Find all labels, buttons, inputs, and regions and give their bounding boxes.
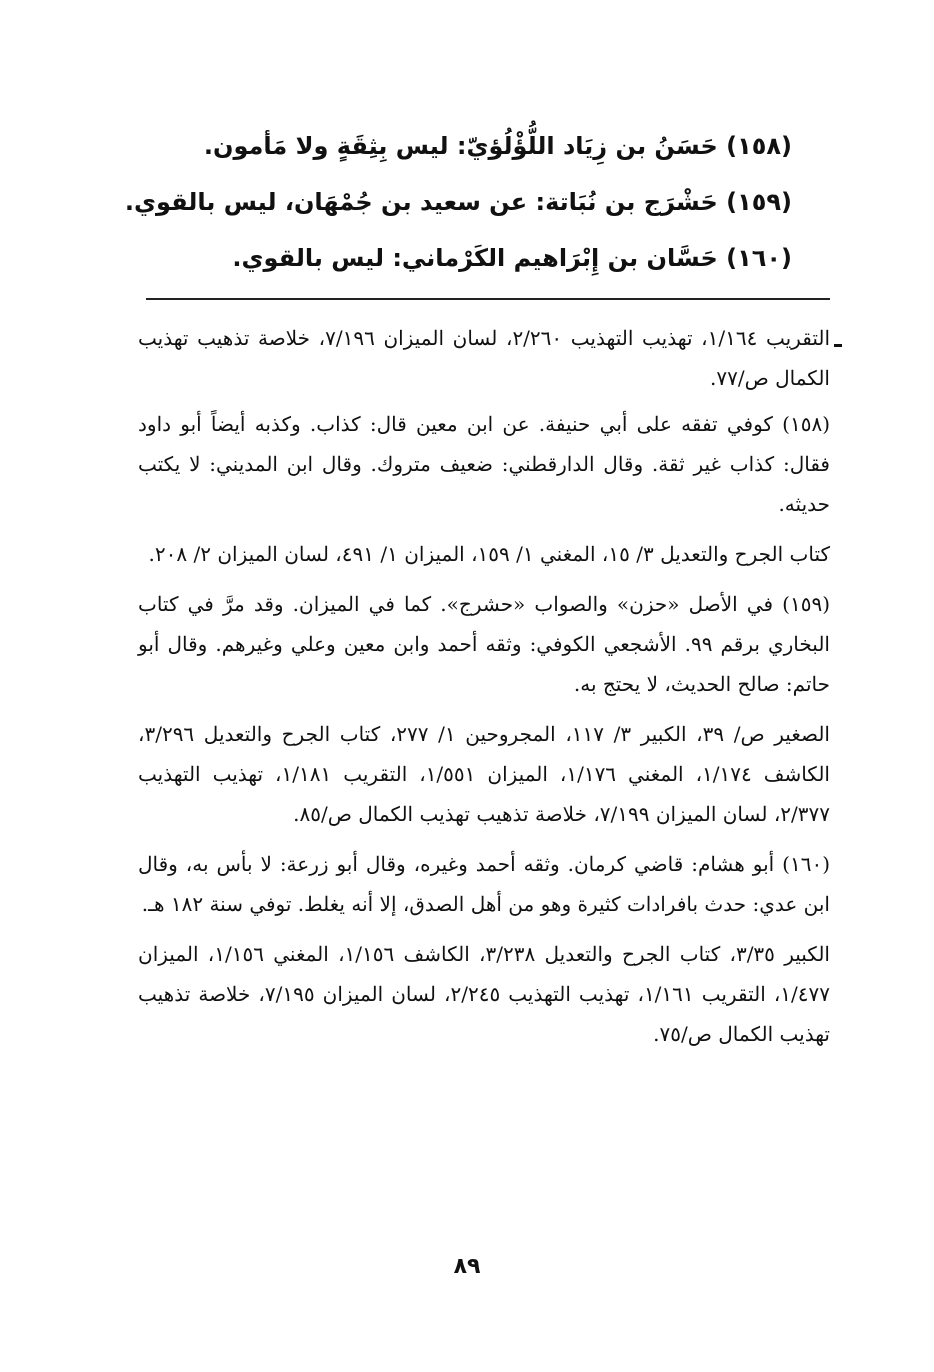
footnote-sources-160: الكبير ٣/٣٥، كتاب الجرح والتعديل ٣/٢٣٨، الكاشف ١/١٥٦، المغني ١/١٥٦، الميزان ١/٤٧٧، التقريب ١/١٦١، تهذيب التهذيب ٢/٢٤٥، لسان الميزان ٧/١٩٥، خلاصة تذهيب تهذيب الكمال ص/٧٥.	[138, 942, 830, 1046]
entry-158: (١٥٨) حَسَنُ بن زِيَاد اللُّؤْلُؤيّ: ليس بِثِقَةٍ ولا مَأمون.	[203, 132, 792, 160]
narrator-entries	[124, 118, 792, 286]
footnote-158: (١٥٨) كوفي تفقه على أبي حنيفة. عن ابن معين قال: كذاب. وكذبه أيضاً أبو داود فقال: كذاب غير ثقة. وقال الدارقطني: ضعيف متروك. وقال ابن المديني: لا يكتب حديثه.	[138, 412, 830, 516]
footnote-sources-159: الصغير ص/ ٣٩، الكبير ٣/ ١١٧، المجروحين ١/ ٢٧٧، كتاب الجرح والتعديل ٣/٢٩٦، الكاشف ١/١٧٤، المغني ١/١٧٦، الميزان ١/٥٥١، التقريب ١/١٨١، تهذيب التهذيب ٢/٣٧٧، لسان الميزان ٧/١٩٩، خلاصة تذهيب تهذيب الكمال ص/٨٥.	[138, 722, 830, 826]
footnotes	[138, 318, 830, 1064]
footnote-separator	[146, 298, 830, 300]
entry-159: (١٥٩) حَشْرَج بن نُبَاتة: عن سعيد بن جُمْهَان، ليس بالقوي.	[124, 188, 792, 216]
footnote-sources-158: كتاب الجرح والتعديل ٣/ ١٥، المغني ١/ ١٥٩، الميزان ١/ ٤٩١، لسان الميزان ٢/ ٢٠٨.	[148, 542, 830, 566]
continuation-dash	[834, 344, 842, 347]
entry-160: (١٦٠) حَسَّان بن إِبْرَاهيم الكَرْماني: ليس بالقوي.	[232, 244, 792, 272]
footnote-159: (١٥٩) في الأصل «حزن» والصواب «حشرج». كما في الميزان. وقد مرَّ في كتاب البخاري برقم ٩٩. الأشجعي الكوفي: وثقه أحمد وابن معين وعلي وغيرهم. وقال أبو حاتم: صالح الحديث، لا يحتج به.	[138, 592, 830, 696]
page-number: ٨٩	[453, 1254, 481, 1279]
footnote-160: (١٦٠) أبو هشام: قاضي كرمان. وثقه أحمد وغيره، وقال أبو زرعة: لا بأس به، وقال ابن عدي: حدث بافرادات كثيرة وهو من أهل الصدق، إلا أنه يغلط. توفي سنة ١٨٢ هـ.	[138, 852, 830, 916]
footnote-sources-157: التقريب ١/١٦٤، تهذيب التهذيب ٢/٢٦٠، لسان الميزان ٧/١٩٦، خلاصة تذهيب تهذيب الكمال ص/٧٧.	[138, 326, 831, 390]
